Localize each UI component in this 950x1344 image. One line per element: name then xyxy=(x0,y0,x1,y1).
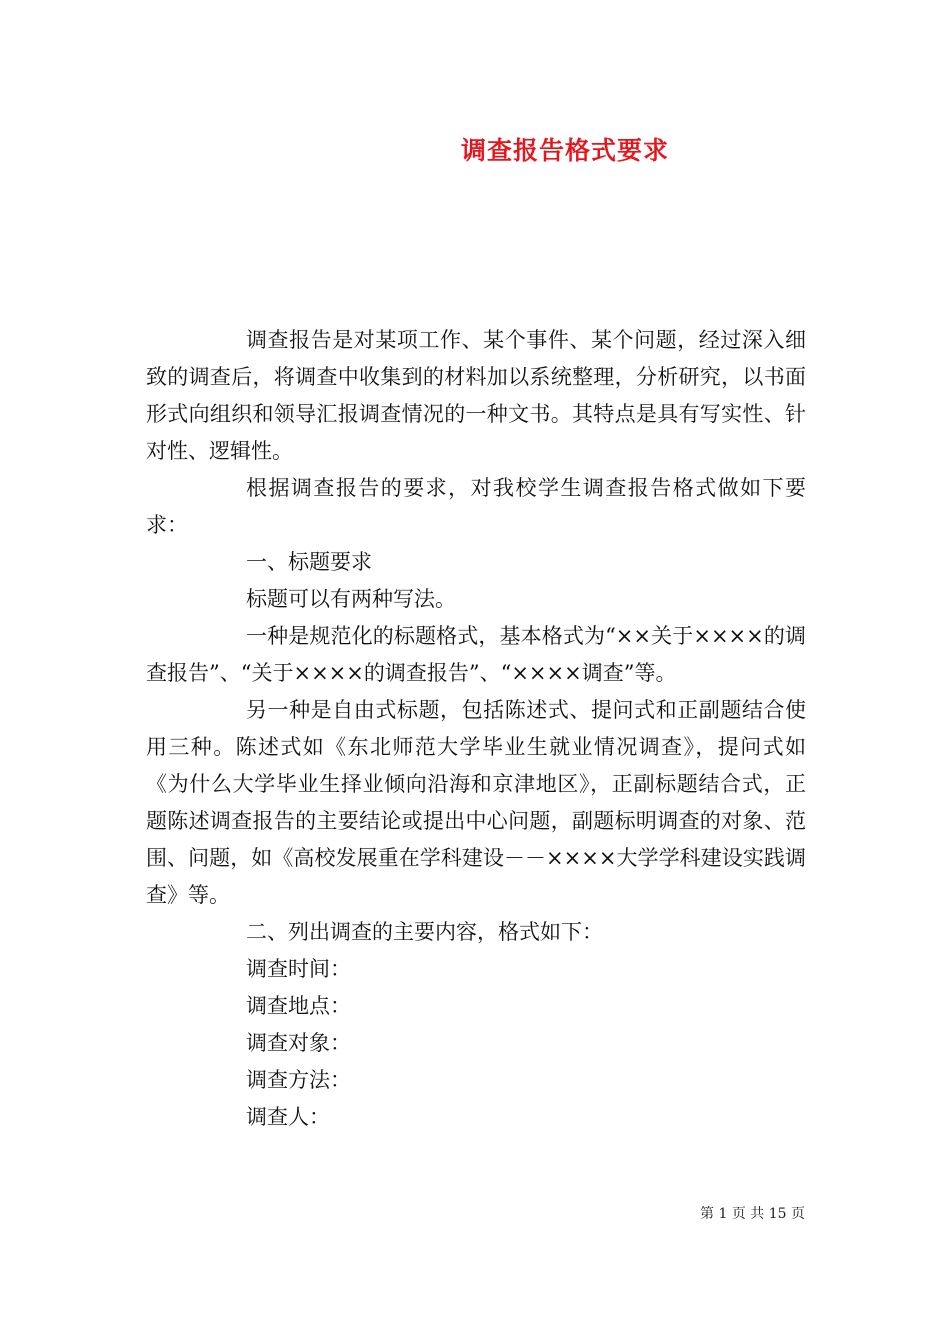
free-title-paragraph: 另一种是自由式标题，包括陈述式、提问式和正副题结合使用三种。陈述式如《东北师范大学毕业生就业情况调查》，提问式如《为什么大学毕业生择业倾向沿海和京津地区》，正副标题结合式，正题陈述调查报告的主要结论或提出中心问题，副题标明调查的对象、范围、问题，如《高校发展重在学科建设－－××××大学学科建设实践调查》等。 xyxy=(146,698,806,907)
document-body xyxy=(146,322,806,1136)
field-survey-method: 调查方法： xyxy=(246,1068,351,1092)
title-methods-paragraph: 标题可以有两种写法。 xyxy=(246,587,456,611)
intro-paragraph: 调查报告是对某项工作、某个事件、某个问题，经过深入细致的调查后，将调查中收集到的材料加以系统整理，分析研究，以书面形式向组织和领导汇报调查情况的一种文书。其特点是具有写实性、针对性、逻辑性。 xyxy=(146,328,806,463)
field-survey-location: 调查地点： xyxy=(246,994,351,1018)
page-number: 第 1 页 共 15 页 xyxy=(700,1206,805,1222)
standard-title-paragraph: 一种是规范化的标题格式，基本格式为“××关于××××的调查报告”、“关于××××的调查报告”、“××××调查”等。 xyxy=(146,624,806,685)
section-heading-title: 一、标题要求 xyxy=(246,550,372,574)
section-heading-content: 二、列出调查的主要内容，格式如下： xyxy=(246,920,603,944)
field-surveyor: 调查人： xyxy=(246,1105,330,1129)
field-survey-subject: 调查对象： xyxy=(246,1031,351,1055)
document-title: 调查报告格式要求 xyxy=(460,136,669,165)
requirement-paragraph: 根据调查报告的要求，对我校学生调查报告格式做如下要求： xyxy=(146,476,806,537)
field-survey-time: 调查时间： xyxy=(246,957,351,981)
